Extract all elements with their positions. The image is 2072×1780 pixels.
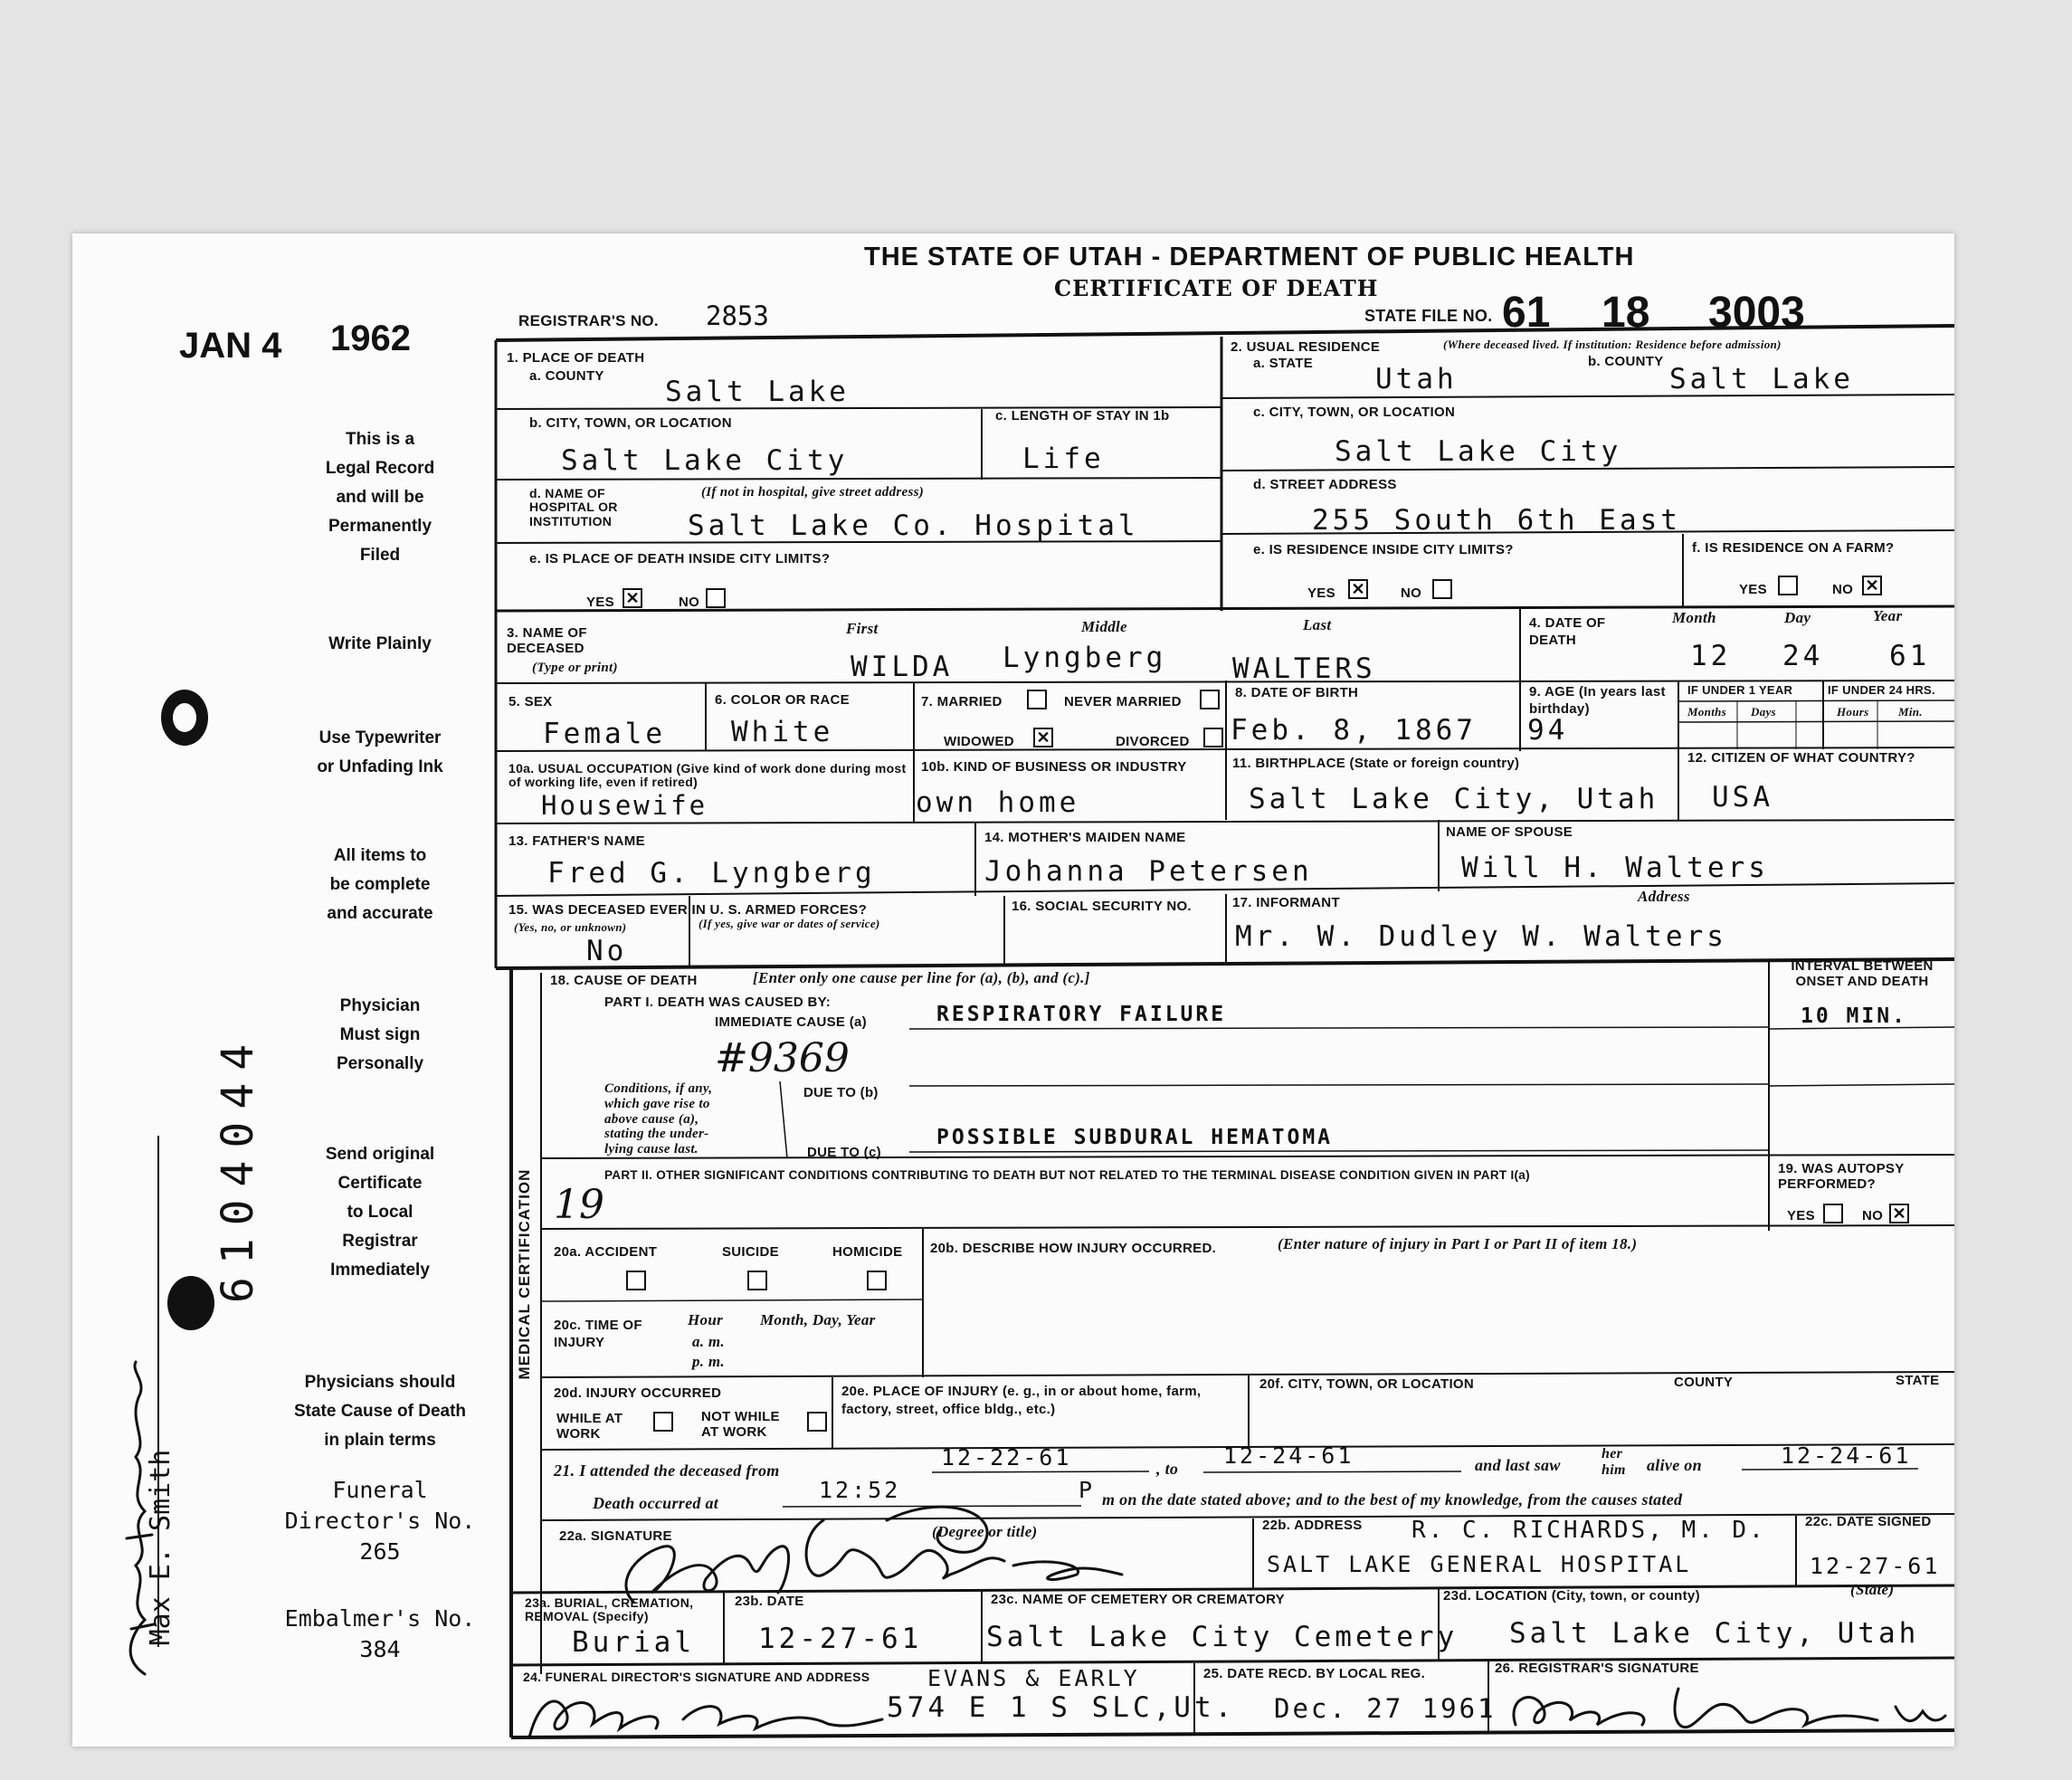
birth-date-label: 8. DATE OF BIRTH	[1235, 685, 1359, 700]
res-county-label: b. COUNTY	[1588, 354, 1664, 369]
hospital-note: (If not in hospital, give street address)	[701, 485, 925, 500]
typed-name-vertical: Max E. Smith	[145, 1449, 176, 1646]
state-file-c: 3003	[1708, 289, 1805, 337]
street-address: 255 South 6th East	[1312, 504, 1681, 537]
res-city-label: c. CITY, TOWN, OR LOCATION	[1253, 405, 1456, 420]
farm-no-checkbox[interactable]: ✕	[1862, 576, 1882, 595]
medical-certification-label: MEDICAL CERTIFICATION	[516, 1168, 533, 1380]
first-name: WILDA	[851, 651, 954, 683]
due-to-c-label: DUE TO (c)	[807, 1145, 881, 1160]
alive-on-label: alive on	[1647, 1456, 1702, 1474]
min-label: Min.	[1898, 705, 1923, 719]
age-value: 94	[1527, 714, 1569, 747]
part1-label: PART I. DEATH WAS CAUSED BY:	[604, 995, 832, 1010]
conditions-note: Conditions, if any, which gave rise to above cause (a), stating the under-lying cause last.	[604, 1081, 713, 1157]
cemetery-location-label: 23d. LOCATION (City, town, or county)	[1443, 1588, 1700, 1604]
autopsy-no-checkbox[interactable]: ✕	[1889, 1204, 1909, 1223]
informant: Mr. W. Dudley W. Walters	[1235, 920, 1727, 953]
month-day-year-label: Month, Day, Year	[760, 1311, 876, 1328]
state-file-b: 18	[1602, 289, 1650, 337]
not-while-at-work-label: NOT WHILE AT WORK	[701, 1409, 780, 1440]
married-label: 7. MARRIED	[921, 694, 1003, 709]
spouse-label: NAME OF SPOUSE	[1446, 824, 1573, 840]
while-at-work-label: WHILE AT WORK	[556, 1411, 623, 1442]
punch-hole-top-inner	[173, 703, 196, 732]
sex-value: Female	[543, 718, 666, 750]
residence-label: 2. USUAL RESIDENCE	[1231, 339, 1381, 355]
mother-label: 14. MOTHER'S MAIDEN NAME	[984, 830, 1186, 845]
registrar-signature-label: 26. REGISTRAR'S SIGNATURE	[1495, 1661, 1699, 1676]
res-state-label: a. STATE	[1253, 356, 1314, 371]
cause-c: POSSIBLE SUBDURAL HEMATOMA	[936, 1126, 1334, 1149]
residence-note: (Where deceased lived. If institution: Residence before admission)	[1443, 338, 1782, 351]
suicide-label: SUICIDE	[722, 1244, 779, 1260]
middle-name: Lyngberg	[1003, 642, 1167, 674]
never-married-label: NEVER MARRIED	[1064, 694, 1182, 709]
armed-forces: No	[586, 935, 628, 967]
res-county: Salt Lake	[1669, 363, 1854, 395]
months-label: Months	[1687, 705, 1726, 719]
days-label: Days	[1751, 705, 1776, 719]
attended-label: 21. I attended the deceased from	[554, 1461, 780, 1480]
death-inside-city-label: e. IS PLACE OF DEATH INSIDE CITY LIMITS?	[529, 551, 831, 566]
registrar-no-label: REGISTRAR'S NO.	[518, 312, 659, 329]
autopsy-label: 19. WAS AUTOPSY PERFORMED?	[1778, 1161, 1905, 1192]
registrar-signature	[1497, 1671, 1950, 1743]
hour-label: Hour	[688, 1311, 723, 1328]
physician-note: Physician Must sign Personally	[336, 996, 424, 1073]
death-month: 12	[1690, 640, 1732, 672]
pm-label: p. m.	[692, 1353, 725, 1370]
burial-date: 12-27-61	[758, 1623, 923, 1655]
informant-label: 17. INFORMANT	[1232, 895, 1340, 910]
cemetery-location: Salt Lake City, Utah	[1509, 1617, 1920, 1650]
res-state: Utah	[1375, 363, 1458, 395]
punch-hole-bottom	[167, 1276, 214, 1330]
physician-hospital: SALT LAKE GENERAL HOSPITAL	[1267, 1551, 1692, 1577]
due-to-b-label: DUE TO (b)	[803, 1085, 879, 1100]
last-label: Last	[1303, 616, 1332, 633]
burial-date-label: 23b. DATE	[735, 1594, 804, 1609]
physicians-should-note: Physicians should State Cause of Death in plain terms	[293, 1373, 467, 1450]
spouse-name: Will H. Walters	[1461, 852, 1769, 884]
cemetery-state-label: (State)	[1850, 1581, 1895, 1598]
burial-value: Burial	[572, 1626, 695, 1659]
funeral-home-address: 574 E 1 S SLC,Ut.	[887, 1691, 1236, 1724]
funeral-director-label: 24. FUNERAL DIRECTOR'S SIGNATURE AND ADDRESS	[523, 1670, 870, 1684]
widowed-label: WIDOWED	[944, 734, 1014, 749]
suicide-checkbox[interactable]	[747, 1271, 767, 1290]
homicide-checkbox[interactable]	[867, 1271, 887, 1290]
death-year-label: Year	[1873, 607, 1903, 624]
write-plainly-note: Write Plainly	[328, 634, 432, 653]
divorced-label: DIVORCED	[1116, 734, 1190, 749]
death-occurred-label: Death occurred at	[593, 1494, 719, 1512]
interval-label: INTERVAL BETWEEN ONSET AND DEATH	[1791, 958, 1934, 989]
state-file-a: 61	[1502, 289, 1551, 337]
date-received: Dec. 27 1961	[1274, 1693, 1497, 1724]
attended-to-label: , to	[1156, 1460, 1179, 1478]
name-note: (Type or print)	[532, 661, 618, 675]
birthplace: Salt Lake City, Utah	[1249, 783, 1659, 815]
accident-label: 20a. ACCIDENT	[554, 1244, 658, 1260]
state-file-label: STATE FILE NO.	[1364, 307, 1493, 325]
alive-on-date: 12-24-61	[1781, 1442, 1912, 1469]
business-label: 10b. KIND OF BUSINESS OR INDUSTRY	[921, 759, 1187, 775]
registrar-no: 2853	[706, 300, 769, 331]
res-city: Salt Lake City	[1335, 435, 1622, 468]
birth-date: Feb. 8, 1867	[1231, 714, 1477, 747]
death-county: Salt Lake	[665, 376, 850, 408]
sex-label: 5. SEX	[508, 694, 553, 709]
business: own home	[916, 786, 1080, 819]
handwritten-signature-vertical	[109, 1357, 163, 1683]
death-time-pm: P	[1079, 1477, 1096, 1503]
last-name: WALTERS	[1232, 652, 1376, 685]
funeral-director-no: Funeral Director's No. 265	[284, 1477, 476, 1565]
res-inside-yes-label: YES	[1307, 585, 1335, 601]
farm-yes-label: YES	[1739, 582, 1767, 597]
him-label: him	[1602, 1462, 1626, 1478]
hours-label: Hours	[1837, 705, 1869, 719]
send-original-note: Send original Certificate to Local Registrar Immediately	[325, 1145, 435, 1280]
death-inside-no-label: NO	[679, 595, 700, 610]
not-while-at-work-checkbox[interactable]	[807, 1412, 827, 1432]
cause-a: RESPIRATORY FAILURE	[936, 1003, 1227, 1026]
father-name: Fred G. Lyngberg	[547, 857, 876, 890]
age-label: 9. AGE (In years last birthday)	[1529, 684, 1666, 717]
degree-label: (Degree or title)	[932, 1523, 1038, 1540]
vertical-number: 6104044	[213, 1031, 263, 1304]
place-of-injury-label: 20e. PLACE OF INJURY (e. g., in or about home, farm, factory, street, office bldg., etc.)	[841, 1384, 1202, 1417]
death-year: 61	[1889, 640, 1931, 672]
res-inside-no-label: NO	[1401, 585, 1422, 601]
injury-county-label: COUNTY	[1674, 1375, 1734, 1390]
injury-occurred-label: 20d. INJURY OCCURRED	[554, 1385, 722, 1401]
date-stamp-month: JAN 4	[179, 326, 282, 366]
first-label: First	[846, 620, 879, 637]
citizen-label: 12. CITIZEN OF WHAT COUNTRY?	[1687, 750, 1915, 766]
certificate-title: CERTIFICATE OF DEATH	[1054, 275, 1379, 301]
injury-city-label: 20f. CITY, TOWN, OR LOCATION	[1259, 1376, 1475, 1392]
death-time-statement: m on the date stated above; and to the best of my knowledge, from the causes stated	[1102, 1490, 1683, 1509]
part2-label: PART II. OTHER SIGNIFICANT CONDITIONS CONTRIBUTING TO DEATH BUT NOT RELATED TO THE TERMINAL DISEASE CONDITION GIVEN IN PART I(a)	[604, 1168, 1530, 1182]
am-label: a. m.	[692, 1333, 725, 1350]
margin-note-handwritten: 19	[554, 1182, 604, 1228]
occupation: Housewife	[541, 790, 708, 821]
date-signed-label: 22c. DATE SIGNED	[1805, 1514, 1932, 1529]
funeral-director-signature	[520, 1674, 900, 1747]
state-title: THE STATE OF UTAH - DEPARTMENT OF PUBLIC HEALTH	[864, 243, 1635, 271]
burial-label: 23a. BURIAL, CREMATION, REMOVAL (Specify)	[525, 1595, 694, 1624]
cause-of-death-note: [Enter only one cause per line for (a), (b), and (c).]	[753, 969, 1090, 986]
hospital-label: d. NAME OF HOSPITAL OR INSTITUTION	[529, 486, 618, 528]
armed-forces-label: 15. WAS DECEASED EVER IN U. S. ARMED FORCES?	[508, 902, 868, 918]
armed-forces-note2: (If yes, give war or dates of service)	[699, 917, 880, 930]
farm-yes-checkbox[interactable]	[1778, 576, 1798, 595]
street-address-label: d. STREET ADDRESS	[1253, 477, 1397, 492]
mother-name: Johanna Petersen	[984, 855, 1313, 888]
date-stamp-year: 1962	[330, 319, 411, 358]
never-married-checkbox[interactable]	[1200, 690, 1220, 709]
autopsy-yes-label: YES	[1787, 1208, 1815, 1223]
attended-from: 12-22-61	[941, 1444, 1072, 1471]
death-inside-no-checkbox[interactable]	[706, 588, 726, 608]
physician-name: R. C. RICHARDS, M. D.	[1411, 1517, 1766, 1544]
embalmer-no: Embalmer's No. 384	[284, 1605, 476, 1662]
death-inside-yes-label: YES	[586, 595, 614, 610]
res-inside-no-checkbox[interactable]	[1432, 579, 1452, 599]
farm-no-label: NO	[1832, 582, 1854, 597]
date-of-death-label: 4. DATE OF DEATH	[1529, 615, 1606, 648]
citizen: USA	[1712, 781, 1773, 814]
autopsy-no-label: NO	[1862, 1208, 1884, 1223]
cause-of-death-label: 18. CAUSE OF DEATH	[550, 973, 698, 988]
immediate-cause-label: IMMEDIATE CAUSE (a)	[715, 1014, 867, 1030]
case-number-handwritten: #9369	[715, 1035, 850, 1081]
armed-forces-note1: (Yes, no, or unknown)	[514, 920, 627, 934]
res-inside-city-label: e. IS RESIDENCE INSIDE CITY LIMITS?	[1253, 542, 1514, 557]
social-security-label: 16. SOCIAL SECURITY NO.	[1012, 899, 1192, 914]
under-24-hours-label: IF UNDER 24 HRS.	[1828, 683, 1935, 697]
death-day-label: Day	[1784, 609, 1811, 626]
race-value: White	[731, 716, 834, 748]
attended-to: 12-24-61	[1223, 1442, 1354, 1469]
married-checkbox[interactable]	[1027, 690, 1047, 709]
while-at-work-checkbox[interactable]	[653, 1412, 673, 1432]
name-label: 3. NAME OF DECEASED	[507, 625, 587, 656]
death-city-label: b. CITY, TOWN, OR LOCATION	[529, 415, 732, 431]
autopsy-yes-checkbox[interactable]	[1823, 1204, 1843, 1223]
her-label: her	[1602, 1446, 1623, 1461]
death-month-label: Month	[1672, 609, 1716, 626]
res-inside-yes-checkbox[interactable]: ✕	[1348, 579, 1368, 599]
under-1-year-label: IF UNDER 1 YEAR	[1687, 683, 1793, 697]
injury-state-label: STATE	[1896, 1373, 1940, 1388]
place-of-death-label: 1. PLACE OF DEATH	[507, 350, 645, 366]
physician-signature-label: 22a. SIGNATURE	[559, 1528, 672, 1544]
birthplace-label: 11. BIRTHPLACE (State or foreign country)	[1232, 756, 1520, 771]
typewriter-note: Use Typewriter or Unfading Ink	[317, 728, 443, 776]
date-signed: 12-27-61	[1810, 1553, 1941, 1579]
interval-a: 10 MIN.	[1801, 1004, 1907, 1028]
death-time: 12:52	[819, 1477, 901, 1503]
funeral-home-name: EVANS & EARLY	[927, 1665, 1140, 1691]
father-label: 13. FATHER'S NAME	[508, 833, 645, 849]
legal-record-note: This is a Legal Record and will be Permanently Filed	[325, 430, 435, 565]
complete-note: All items to be complete and accurate	[327, 846, 433, 923]
occupation-label: 10a. USUAL OCCUPATION (Give kind of work done during most of working life, even if retired)	[508, 761, 907, 790]
physician-address-label: 22b. ADDRESS	[1262, 1518, 1363, 1533]
cemetery-label: 23c. NAME OF CEMETERY OR CREMATORY	[991, 1592, 1285, 1607]
cemetery: Salt Lake City Cemetery	[986, 1621, 1459, 1653]
middle-label: Middle	[1081, 618, 1127, 635]
describe-injury-label: 20b. DESCRIBE HOW INJURY OCCURRED.	[930, 1241, 1217, 1256]
length-of-stay-label: c. LENGTH OF STAY IN 1b	[995, 408, 1170, 424]
date-received-label: 25. DATE RECD. BY LOCAL REG.	[1203, 1666, 1426, 1681]
last-saw-label: and last saw	[1475, 1456, 1561, 1474]
widowed-checkbox[interactable]: ✕	[1033, 728, 1053, 747]
race-label: 6. COLOR OR RACE	[715, 692, 850, 708]
informant-address-label: Address	[1638, 888, 1690, 905]
death-county-label: a. COUNTY	[529, 368, 604, 384]
length-of-stay: Life	[1022, 443, 1105, 475]
describe-injury-note: (Enter nature of injury in Part I or Part II of item 18.)	[1278, 1235, 1638, 1252]
farm-label: f. IS RESIDENCE ON A FARM?	[1692, 540, 1895, 556]
accident-checkbox[interactable]	[626, 1271, 646, 1290]
death-inside-yes-checkbox[interactable]: ✕	[623, 588, 642, 608]
time-of-injury-label: 20c. TIME OF INJURY	[554, 1318, 642, 1350]
homicide-label: HOMICIDE	[832, 1244, 903, 1260]
divorced-checkbox[interactable]	[1203, 728, 1223, 747]
hospital-name: Salt Lake Co. Hospital	[688, 509, 1139, 542]
death-day: 24	[1782, 640, 1824, 672]
death-city: Salt Lake City	[561, 444, 849, 477]
